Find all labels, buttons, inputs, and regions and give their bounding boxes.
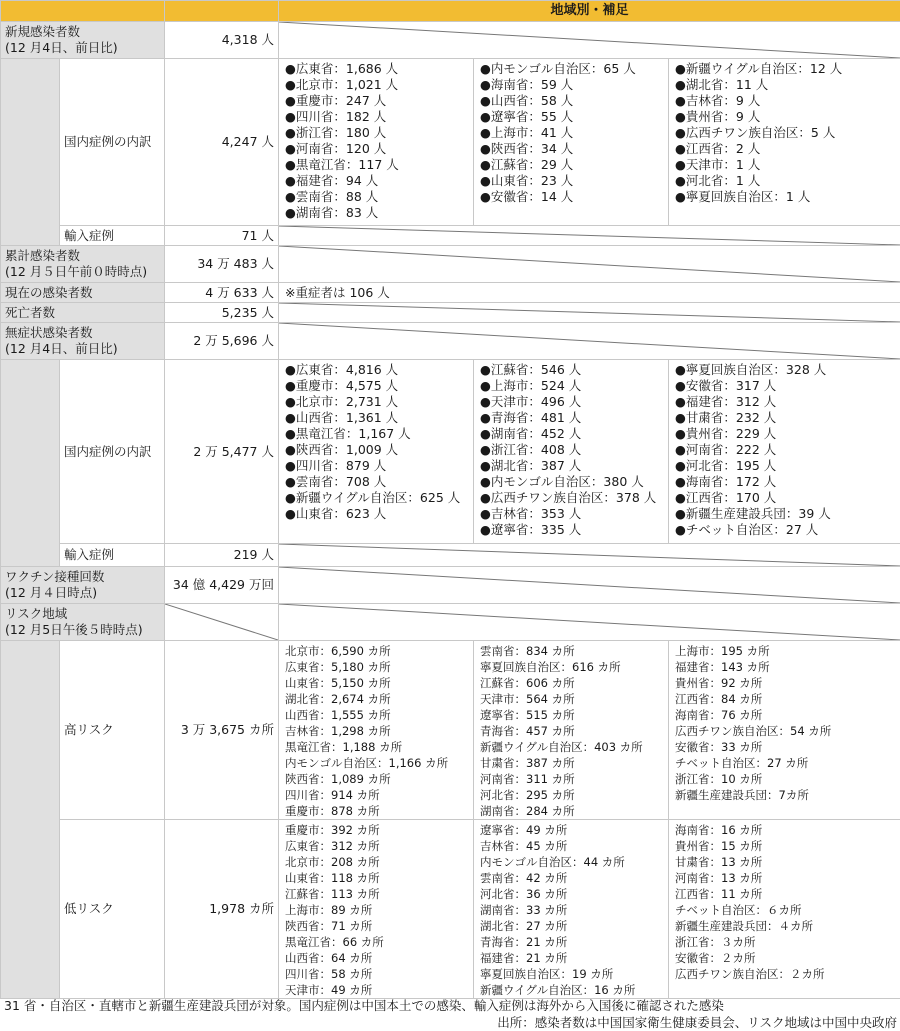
list-item: ●安徽省：317 人 xyxy=(675,378,777,393)
list-item: 新疆ウイグル自治区：403 カ所 xyxy=(480,740,643,754)
list-item: 海南省：16 カ所 xyxy=(675,823,763,837)
list-item: ●新疆ウイグル自治区：12 人 xyxy=(675,61,843,76)
row-deaths xyxy=(1,303,900,323)
list-item: 寧夏回族自治区：19 カ所 xyxy=(480,967,614,981)
list-item: ●貴州省：229 人 xyxy=(675,426,777,441)
list-item: 河北省：295 カ所 xyxy=(480,788,575,802)
list-item: 上海市：89 カ所 xyxy=(285,903,373,917)
empty-diagonal-cell xyxy=(165,604,279,641)
list-item: チベット自治区：６カ所 xyxy=(675,903,802,917)
list-item: ●湖南省：83 人 xyxy=(285,205,379,220)
list-item: チベット自治区：27 カ所 xyxy=(675,756,809,770)
row-low-risk xyxy=(1,820,900,999)
domestic-col1 xyxy=(279,59,474,226)
list-item: ●陝西省：34 人 xyxy=(480,141,574,156)
list-item: 重慶市：392 カ所 xyxy=(285,823,380,837)
list-item: 安徽省：２カ所 xyxy=(675,951,756,965)
list-item: ●雲南省：88 人 xyxy=(285,189,379,204)
row-asymptomatic xyxy=(1,323,900,360)
list-item: ●山西省：1,361 人 xyxy=(285,410,399,425)
row-high-risk xyxy=(1,641,900,820)
list-item: 天津市：564 カ所 xyxy=(480,692,575,706)
list-item: 陝西省：1,089 カ所 xyxy=(285,772,391,786)
new-cases-value: 4,318 人 xyxy=(165,22,279,59)
list-item: ●浙江省：180 人 xyxy=(285,125,387,140)
list-item: ●河南省：222 人 xyxy=(675,442,777,457)
imported-value: 71 人 xyxy=(165,226,279,246)
high-risk-col2 xyxy=(474,641,669,820)
list-item: ●青海省：481 人 xyxy=(480,410,582,425)
list-item: 河南省：311 カ所 xyxy=(480,772,575,786)
asymptomatic-label: 無症状感染者数 (12 月4日、前日比) xyxy=(1,323,165,360)
list-item: 甘粛省：13 カ所 xyxy=(675,855,763,869)
high-risk-col1 xyxy=(279,641,474,820)
list-item: 山東省：118 カ所 xyxy=(285,871,380,885)
list-item: ●広東省：4,816 人 xyxy=(285,362,399,377)
list-item: ●河南省：120 人 xyxy=(285,141,387,156)
high-risk-value: 3 万 3,675 カ所 xyxy=(165,641,279,820)
list-item: 貴州省：92 カ所 xyxy=(675,676,763,690)
list-item: ●寧夏回族自治区：1 人 xyxy=(675,189,811,204)
list-item: 浙江省：３カ所 xyxy=(675,935,756,949)
list-item: ●吉林省：9 人 xyxy=(675,93,761,108)
list-item: 新疆生産建設兵団：４カ所 xyxy=(675,919,813,933)
footnote: 31 省・自治区・直轄市と新疆生産建設兵団が対象。国内症例は中国本土での感染、輸入症例は海外から入国後に確認された感染 xyxy=(4,998,724,1013)
list-item: ●寧夏回族自治区：328 人 xyxy=(675,362,827,377)
list-item: ●江蘇省：29 人 xyxy=(480,157,574,172)
list-item: 湖南省：284 カ所 xyxy=(480,804,575,818)
list-item: ●北京市：1,021 人 xyxy=(285,77,399,92)
list-item: 上海市：195 カ所 xyxy=(675,644,770,658)
list-item: 江西省：84 カ所 xyxy=(675,692,763,706)
list-item: ●河北省：1 人 xyxy=(675,173,761,188)
vaccine-label: ワクチン接種回数 (12 月４日時点) xyxy=(1,567,165,604)
list-item: ●四川省：879 人 xyxy=(285,458,387,473)
high-risk-col3 xyxy=(669,641,900,820)
low-risk-col3 xyxy=(669,820,900,999)
empty-diagonal-cell xyxy=(279,323,900,360)
list-item: 新疆ウイグル自治区：16 カ所 xyxy=(480,983,636,997)
list-item: 内モンゴル自治区：44 カ所 xyxy=(480,855,625,869)
list-item: 新疆生産建設兵団：7カ所 xyxy=(675,788,809,802)
list-item: ●四川省：182 人 xyxy=(285,109,387,124)
empty-diagonal-cell xyxy=(279,303,900,323)
list-item: 雲南省：834 カ所 xyxy=(480,644,575,658)
current-label: 現在の感染者数 xyxy=(1,283,165,303)
list-item: 山東省：5,150 カ所 xyxy=(285,676,391,690)
list-item: ●内モンゴル自治区：380 人 xyxy=(480,474,644,489)
list-item: ●新疆生産建設兵団：39 人 xyxy=(675,506,831,521)
list-item: ●山東省：23 人 xyxy=(480,173,574,188)
list-item: 山西省：1,555 カ所 xyxy=(285,708,391,722)
list-item: 貴州省：15 カ所 xyxy=(675,839,763,853)
list-item: 江西省：11 カ所 xyxy=(675,887,763,901)
list-item: ●遼寧省：55 人 xyxy=(480,109,574,124)
list-item: 四川省：58 カ所 xyxy=(285,967,373,981)
cumulative-label: 累計感染者数 (12 月５日午前０時時点) xyxy=(1,246,165,283)
cumulative-value: 34 万 483 人 xyxy=(165,246,279,283)
list-item: ●広西チワン族自治区：378 人 xyxy=(480,490,657,505)
row-new-cases xyxy=(1,22,900,59)
list-item: ●河北省：195 人 xyxy=(675,458,777,473)
list-item: 湖北省：2,674 カ所 xyxy=(285,692,391,706)
list-item: 江蘇省：606 カ所 xyxy=(480,676,575,690)
list-item: 山西省：64 カ所 xyxy=(285,951,373,965)
list-item: 重慶市：878 カ所 xyxy=(285,804,380,818)
source-note: 出所：感染者数は中国国家衛生健康委員会、リスク地域は中国中央政府 xyxy=(497,1015,897,1030)
list-item: ●北京市：2,731 人 xyxy=(285,394,399,409)
list-item: ●江西省：2 人 xyxy=(675,141,761,156)
list-item: 北京市：208 カ所 xyxy=(285,855,380,869)
row-imported xyxy=(1,226,900,246)
list-item: 河南省：13 カ所 xyxy=(675,871,763,885)
list-item: 湖南省：33 カ所 xyxy=(480,903,568,917)
list-item: ●上海市：41 人 xyxy=(480,125,574,140)
row-cumulative xyxy=(1,246,900,283)
list-item: ●貴州省：9 人 xyxy=(675,109,761,124)
asym-imported-value: 219 人 xyxy=(165,544,279,567)
list-item: 吉林省：1,298 カ所 xyxy=(285,724,391,738)
asymptomatic-value: 2 万 5,696 人 xyxy=(165,323,279,360)
list-item: 福建省：143 カ所 xyxy=(675,660,770,674)
domestic-col3 xyxy=(669,59,900,226)
list-item: 福建省：21 カ所 xyxy=(480,951,568,965)
list-item: ●山西省：58 人 xyxy=(480,93,574,108)
list-item: 寧夏回族自治区：616 カ所 xyxy=(480,660,621,674)
row-current xyxy=(1,283,900,303)
list-item: 黒竜江省：66 カ所 xyxy=(285,935,384,949)
list-item: 青海省：457 カ所 xyxy=(480,724,575,738)
current-value: 4 万 633 人 xyxy=(165,283,279,303)
list-item: 北京市：6,590 カ所 xyxy=(285,644,391,658)
list-item: 遼寧省：515 カ所 xyxy=(480,708,575,722)
row-asym-domestic xyxy=(1,360,900,544)
list-item: 四川省：914 カ所 xyxy=(285,788,380,802)
asym-domestic-col3 xyxy=(669,360,900,544)
low-risk-value: 1,978 カ所 xyxy=(165,820,279,999)
deaths-label: 死亡者数 xyxy=(1,303,165,323)
list-item: 内モンゴル自治区：1,166 カ所 xyxy=(285,756,449,770)
empty-diagonal-cell xyxy=(279,22,900,59)
list-item: ●海南省：172 人 xyxy=(675,474,777,489)
list-item: 海南省：76 カ所 xyxy=(675,708,763,722)
vaccine-value: 34 億 4,429 万回 xyxy=(165,567,279,604)
list-item: ●湖北省：387 人 xyxy=(480,458,582,473)
list-item: 吉林省：45 カ所 xyxy=(480,839,568,853)
new-cases-label: 新規感染者数 (12 月4日、前日比) xyxy=(1,22,165,59)
list-item: 広西チワン族自治区：２カ所 xyxy=(675,967,825,981)
list-item: ●広西チワン族自治区：5 人 xyxy=(675,125,836,140)
list-item: ●湖北省：11 人 xyxy=(675,77,769,92)
list-item: 広東省：5,180 カ所 xyxy=(285,660,391,674)
list-item: ●上海市：524 人 xyxy=(480,378,582,393)
list-item: 天津市：49 カ所 xyxy=(285,983,373,997)
list-item: ●江蘇省：546 人 xyxy=(480,362,582,377)
list-item: 青海省：21 カ所 xyxy=(480,935,568,949)
list-item: 雲南省：42 カ所 xyxy=(480,871,568,885)
asym-domestic-label: 国内症例の内訳 xyxy=(60,360,165,544)
list-item: ●遼寧省：335 人 xyxy=(480,522,582,537)
empty-diagonal-cell xyxy=(279,226,900,246)
list-item: 江蘇省：113 カ所 xyxy=(285,887,380,901)
list-item: 広西チワン族自治区：54 カ所 xyxy=(675,724,832,738)
severe-note: ※重症者は 106 人 xyxy=(279,283,900,303)
deaths-value: 5,235 人 xyxy=(165,303,279,323)
empty-diagonal-cell xyxy=(279,567,900,604)
list-item: ●海南省：59 人 xyxy=(480,77,574,92)
list-item: ●天津市：1 人 xyxy=(675,157,761,172)
list-item: ●江西省：170 人 xyxy=(675,490,777,505)
domestic-value: 4,247 人 xyxy=(165,59,279,226)
domestic-label: 国内症例の内訳 xyxy=(60,59,165,226)
empty-diagonal-cell xyxy=(279,544,900,567)
supplement-header: 地域別・補足 xyxy=(279,1,900,22)
high-risk-label: 高リスク xyxy=(60,641,165,820)
empty-diagonal-cell xyxy=(279,246,900,283)
list-item: ●安徽省：14 人 xyxy=(480,189,574,204)
list-item: 広東省：312 カ所 xyxy=(285,839,380,853)
low-risk-col2 xyxy=(474,820,669,999)
list-item: ●黒竜江省：1,167 人 xyxy=(285,426,411,441)
list-item: ●天津市：496 人 xyxy=(480,394,582,409)
row-domestic xyxy=(1,59,900,226)
list-item: 遼寧省：49 カ所 xyxy=(480,823,568,837)
low-risk-label: 低リスク xyxy=(60,820,165,999)
list-item: 安徽省：33 カ所 xyxy=(675,740,763,754)
list-item: 甘粛省：387 カ所 xyxy=(480,756,575,770)
list-item: 陝西省：71 カ所 xyxy=(285,919,373,933)
asym-imported-label: 輸入症例 xyxy=(60,544,165,567)
list-item: ●福建省：312 人 xyxy=(675,394,777,409)
risk-label: リスク地域 (12 月5日午後５時時点) xyxy=(1,604,165,641)
list-item: ●山東省：623 人 xyxy=(285,506,387,521)
header-row xyxy=(1,1,900,22)
empty-diagonal-cell xyxy=(279,604,900,641)
row-asym-imported xyxy=(1,544,900,567)
list-item: ●内モンゴル自治区：65 人 xyxy=(480,61,636,76)
asym-domestic-col1 xyxy=(279,360,474,544)
low-risk-col1 xyxy=(279,820,474,999)
list-item: 黒竜江省：1,188 カ所 xyxy=(285,740,403,754)
list-item: 河北省：36 カ所 xyxy=(480,887,568,901)
list-item: 湖北省：27 カ所 xyxy=(480,919,568,933)
list-item: ●福建省：94 人 xyxy=(285,173,379,188)
imported-label: 輸入症例 xyxy=(60,226,165,246)
list-item: ●新疆ウイグル自治区：625 人 xyxy=(285,490,461,505)
domestic-col2 xyxy=(474,59,669,226)
asym-domestic-value: 2 万 5,477 人 xyxy=(165,360,279,544)
list-item: ●湖南省：452 人 xyxy=(480,426,582,441)
list-item: ●吉林省：353 人 xyxy=(480,506,582,521)
list-item: ●チベット自治区：27 人 xyxy=(675,522,819,537)
row-risk xyxy=(1,604,900,641)
list-item: 浙江省：10 カ所 xyxy=(675,772,763,786)
list-item: ●黒竜江省：117 人 xyxy=(285,157,399,172)
list-item: ●重慶市：4,575 人 xyxy=(285,378,399,393)
list-item: ●陝西省：1,009 人 xyxy=(285,442,399,457)
list-item: ●甘粛省：232 人 xyxy=(675,410,777,425)
list-item: ●広東省：1,686 人 xyxy=(285,61,399,76)
asym-domestic-col2 xyxy=(474,360,669,544)
list-item: ●浙江省：408 人 xyxy=(480,442,582,457)
list-item: ●重慶市：247 人 xyxy=(285,93,387,108)
row-vaccine xyxy=(1,567,900,604)
list-item: ●雲南省：708 人 xyxy=(285,474,387,489)
